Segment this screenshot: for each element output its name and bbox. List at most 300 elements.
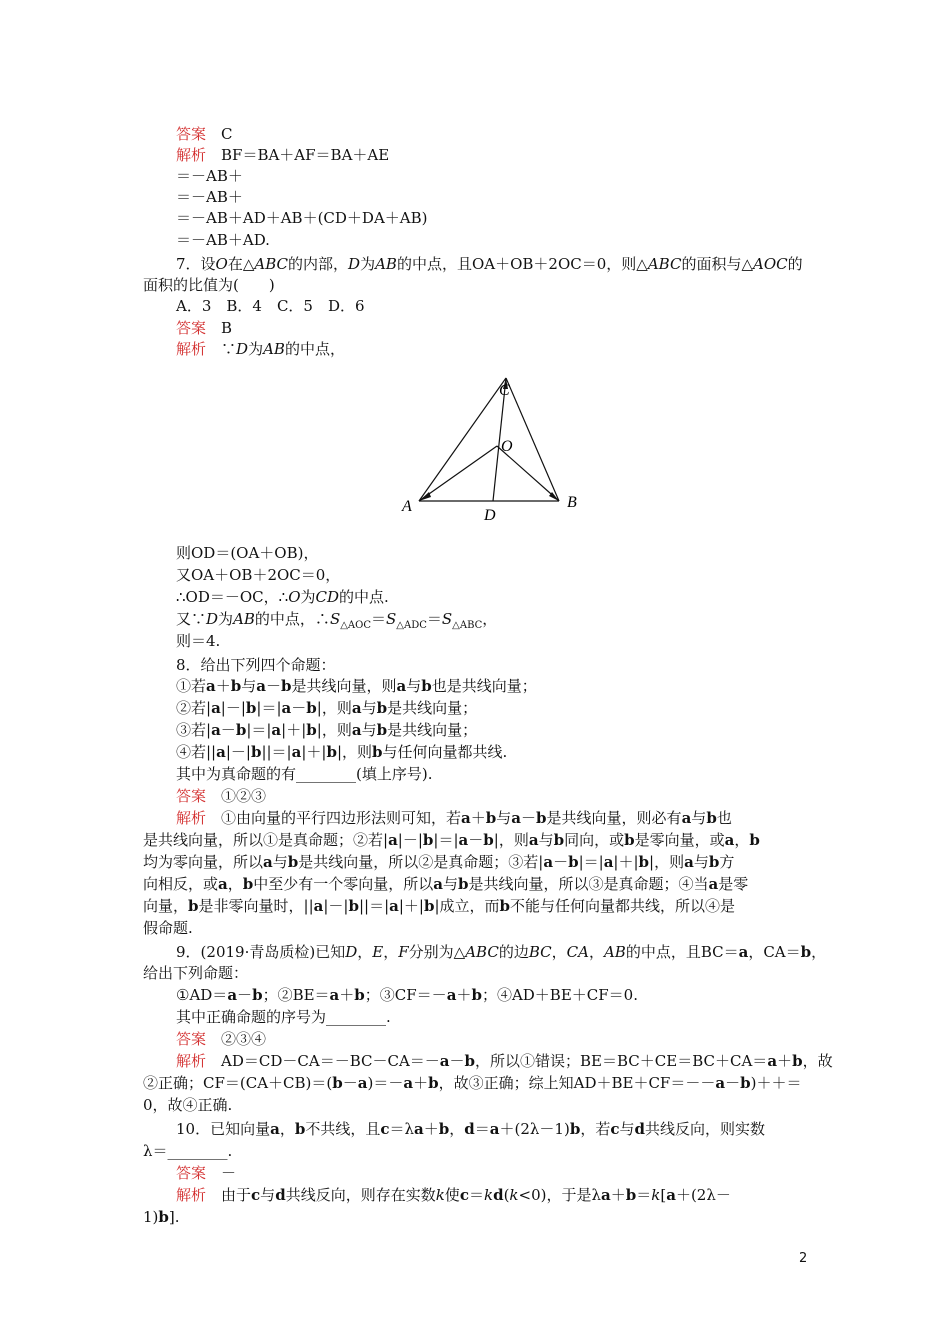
text-run: 向量，: [143, 897, 189, 915]
vector-symbol: a: [603, 853, 614, 871]
text-run: ＝: [474, 1120, 490, 1138]
vector-symbol: b: [706, 809, 717, 827]
text-run: 同向，或: [564, 831, 625, 849]
text-run: 假命题.: [143, 919, 193, 937]
text-line: [176, 296, 365, 317]
vector-symbol: b: [483, 831, 494, 849]
vector-symbol: a: [313, 897, 324, 915]
text-run: ，: [279, 1120, 295, 1138]
vector-symbol: b: [749, 831, 760, 849]
vector-symbol: b: [376, 699, 388, 717]
text-run: 共线反向，则存在实数: [285, 1186, 436, 1204]
text-run: 也是共线向量；: [431, 677, 537, 695]
text-run: λ＝________.: [143, 1142, 233, 1160]
text-run: 9．(2019·青岛质检)已知: [176, 943, 346, 961]
text-line: [176, 1051, 833, 1072]
text-run: ＋: [215, 677, 231, 695]
text-line: [176, 786, 266, 807]
text-run: 与: [691, 809, 707, 827]
vector-symbol: a: [715, 1074, 726, 1092]
text-line: [176, 985, 638, 1006]
text-run: |＝|: [246, 721, 272, 739]
text-run: ＋: [413, 1074, 429, 1092]
text-line: [176, 1119, 765, 1140]
text-run: |＋|: [613, 853, 639, 871]
math-variable: k: [651, 1186, 661, 1204]
text-run: ||＝|: [261, 743, 292, 761]
text-run: 不能与任何向量都共线，所以④是: [510, 897, 736, 915]
text-run: ＝－AB＋AD.: [176, 231, 270, 249]
text-line: [176, 676, 537, 697]
text-run: 的中点，: [284, 340, 345, 358]
vector-symbol: b: [569, 1120, 581, 1138]
text-run: A．3 B．4 C．5 D．6: [176, 297, 365, 315]
text-run: 则＝4.: [176, 632, 221, 650]
vector-symbol: d: [634, 1120, 646, 1138]
text-run: ＋: [610, 1186, 626, 1204]
text-run: ③若|: [176, 721, 212, 739]
text-run: 使: [444, 1186, 460, 1204]
text-line: [143, 963, 248, 984]
label-c: C: [499, 382, 510, 399]
text-run: |＝|: [578, 853, 604, 871]
vector-symbol: b: [740, 1074, 751, 1092]
text-run: ②③④: [206, 1030, 267, 1048]
text-run: ①由向量的平行四边形法则可知，若: [206, 809, 462, 827]
text-run: ①②③: [206, 787, 267, 805]
text-line: [176, 254, 803, 275]
math-variable: S: [441, 610, 453, 628]
text-line: [176, 698, 477, 719]
text-run: 方: [719, 853, 735, 871]
triangle-figure: [389, 365, 595, 537]
math-variable: O: [215, 255, 228, 273]
text-run: 在△: [227, 255, 255, 273]
vector-symbol: b: [421, 677, 432, 695]
vector-symbol: b: [423, 897, 435, 915]
text-run: |＝|: [256, 699, 282, 717]
text-run: 0，故④正确.: [143, 1096, 233, 1114]
math-variable: AB: [603, 943, 626, 961]
text-run: |＝|: [433, 831, 459, 849]
subscript: △AOC: [340, 620, 371, 631]
math-variable: k: [483, 1186, 494, 1204]
math-variable: k: [435, 1186, 445, 1204]
text-run: 则OD＝(OA＋OB)，: [176, 544, 319, 562]
text-run: 是共线向量，则必有: [546, 809, 682, 827]
text-run: ，: [482, 610, 498, 628]
vector-symbol: b: [230, 677, 242, 695]
text-run: 与: [496, 809, 512, 827]
vector-symbol: b: [471, 986, 482, 1004]
answer-label: 解析: [176, 146, 207, 164]
text-run: ＝: [370, 610, 386, 628]
text-line: [176, 543, 318, 564]
text-run: ，: [227, 875, 243, 893]
text-run: 给出下列命题：: [143, 964, 249, 982]
text-run: 是共线向量；: [387, 699, 478, 717]
vector-symbol: a: [684, 853, 694, 871]
text-run: 又∵: [176, 610, 207, 628]
text-run: ＝λ: [389, 1120, 415, 1138]
vector-symbol: b: [250, 743, 262, 761]
text-run: [: [660, 1186, 667, 1204]
text-run: ＋(2λ－: [675, 1186, 731, 1204]
text-line: [176, 565, 340, 586]
vector-symbol: a: [461, 809, 471, 827]
math-variable: D: [236, 340, 249, 358]
text-run: |成立，而: [434, 897, 500, 915]
vector-symbol: b: [638, 853, 650, 871]
text-line: [143, 918, 193, 939]
vector-symbol: b: [458, 875, 469, 893]
vector-symbol: a: [263, 853, 273, 871]
text-run: 的: [787, 255, 803, 273]
vector-symbol: a: [281, 699, 292, 717]
text-run: 向相反，或: [143, 875, 219, 893]
text-run: －: [700, 1074, 716, 1092]
vector-symbol: b: [245, 699, 257, 717]
text-run: 与: [538, 831, 554, 849]
text-run: ，: [588, 943, 604, 961]
text-run: 是共线向量，所以②是真命题；③若|: [298, 853, 544, 871]
vector-symbol: c: [251, 1186, 261, 1204]
text-run: AD＝CD－CA＝－BC－CA＝－: [206, 1052, 440, 1070]
vector-symbol: a: [388, 831, 398, 849]
text-run: ，: [734, 831, 750, 849]
text-run: ①若: [176, 677, 207, 695]
text-run: ＋: [423, 1120, 439, 1138]
vector-symbol: a: [271, 721, 282, 739]
text-line: [176, 318, 232, 339]
math-variable: AB: [263, 340, 285, 358]
math-variable: E: [372, 943, 384, 961]
label-a: A: [402, 498, 412, 515]
vector-symbol: b: [536, 809, 547, 827]
vector-symbol: b: [158, 1208, 169, 1226]
text-line: [176, 942, 826, 963]
text-line: [176, 764, 432, 785]
math-variable: ABC: [647, 255, 682, 273]
text-run: 的面积与△: [681, 255, 753, 273]
vector-symbol: b: [332, 1074, 343, 1092]
text-run: 的中点，∴: [254, 610, 330, 628]
text-run: 的内部，: [288, 255, 349, 273]
text-run: C: [206, 125, 233, 143]
text-run: －: [685, 1074, 701, 1092]
vector-symbol: a: [458, 831, 469, 849]
text-run: ，: [811, 943, 827, 961]
text-run: 其中正确命题的序号为________.: [176, 1008, 391, 1026]
vector-symbol: c: [610, 1120, 620, 1138]
math-variable: D: [206, 610, 219, 628]
text-run: |－|: [220, 699, 246, 717]
text-run: |，则: [316, 721, 352, 739]
text-run: 与: [619, 1120, 635, 1138]
page-number: 2: [799, 1251, 808, 1266]
text-run: 与: [406, 677, 422, 695]
text-run: ＋: [777, 1052, 793, 1070]
vector-symbol: b: [306, 721, 317, 739]
vector-symbol: b: [438, 1120, 450, 1138]
vector-symbol: a: [291, 743, 302, 761]
text-run: －: [266, 677, 282, 695]
text-run: －: [342, 1074, 358, 1092]
text-run: 的中点，且BC＝: [625, 943, 739, 961]
segment-bc: [506, 378, 559, 501]
math-variable: D: [345, 943, 358, 961]
text-run: )＋＋＝: [750, 1074, 802, 1092]
vector-symbol: b: [326, 743, 337, 761]
math-variable: ABC: [465, 943, 499, 961]
text-line: [143, 1207, 180, 1228]
vector-symbol: a: [396, 677, 407, 695]
vector-symbol: b: [287, 853, 299, 871]
vector-symbol: a: [389, 897, 399, 915]
text-run: ②若|: [176, 699, 212, 717]
subscript: △ADC: [396, 620, 427, 631]
text-run: 1): [143, 1208, 159, 1226]
vector-symbol: b: [499, 897, 511, 915]
math-variable: AB: [375, 255, 397, 273]
text-run: 是共线向量，则: [291, 677, 397, 695]
text-run: 面积的比值为( ): [143, 276, 275, 294]
text-run: ，: [383, 943, 399, 961]
text-run: <0)，于是λ: [518, 1186, 601, 1204]
vector-symbol: b: [376, 721, 388, 739]
vector-symbol: a: [351, 699, 362, 717]
segment-oa: [419, 446, 497, 501]
text-run: －: [291, 699, 307, 717]
text-run: 与: [443, 875, 459, 893]
vector-symbol: b: [625, 1186, 637, 1204]
vector-symbol: a: [211, 721, 221, 739]
vector-symbol: a: [528, 831, 539, 849]
vector-symbol: b: [281, 677, 292, 695]
text-run: ，故: [802, 1052, 833, 1070]
vector-symbol: a: [543, 853, 554, 871]
text-line: [176, 208, 428, 229]
subscript: △ABC: [452, 620, 483, 631]
text-run: ＝－AB＋AD＋AB＋(CD＋DA＋AB): [176, 209, 428, 227]
vector-symbol: a: [724, 831, 735, 849]
text-line: [143, 852, 734, 873]
text-run: 又OA＋OB＋2OC＝0，: [176, 566, 341, 584]
vector-symbol: a: [351, 721, 362, 739]
vector-symbol: b: [792, 1052, 803, 1070]
text-line: [176, 631, 220, 652]
text-run: 也: [716, 809, 732, 827]
text-run: |，则: [336, 743, 373, 761]
answer-label: 答案: [176, 125, 207, 143]
text-line: [143, 275, 275, 296]
math-variable: O: [288, 588, 301, 606]
text-line: [176, 339, 345, 360]
text-line: [143, 1095, 232, 1116]
vector-symbol: b: [354, 986, 365, 1004]
text-line: [176, 655, 336, 676]
text-run: 是零: [718, 875, 749, 893]
text-run: 10．已知向量: [176, 1120, 271, 1138]
label-b: B: [567, 494, 577, 511]
text-line: [176, 187, 243, 208]
vector-symbol: a: [256, 677, 267, 695]
answer-label: 解析: [176, 809, 207, 827]
vector-symbol: b: [464, 1052, 476, 1070]
text-line: [176, 230, 270, 251]
text-line: [176, 1007, 391, 1028]
text-run: 为: [218, 610, 234, 628]
text-run: |＋|: [301, 743, 327, 761]
math-variable: BC: [528, 943, 552, 961]
text-line: [176, 1185, 731, 1206]
label-d: D: [484, 507, 496, 524]
text-run: 为: [300, 588, 316, 606]
text-line: [143, 1141, 232, 1162]
math-variable: D: [348, 255, 361, 273]
text-run: 是共线向量；: [387, 721, 478, 739]
text-run: ].: [168, 1208, 180, 1226]
text-run: (: [503, 1186, 510, 1204]
text-run: ，所以①错误；BE＝BC＋CE＝BC＋CA＝: [475, 1052, 768, 1070]
math-variable: S: [329, 610, 341, 628]
math-variable: ABC: [254, 255, 289, 273]
answer-label: 答案: [176, 319, 207, 337]
vector-symbol: b: [348, 897, 359, 915]
text-line: [143, 896, 735, 917]
text-run: ＝: [636, 1186, 652, 1204]
text-run: －: [521, 809, 537, 827]
text-run: ，: [449, 1120, 465, 1138]
text-line: [176, 166, 243, 187]
vector-symbol: a: [206, 677, 216, 695]
text-run: ∴OD＝－OC，∴: [176, 588, 289, 606]
text-line: [176, 1163, 236, 1184]
text-run: 的边: [498, 943, 529, 961]
text-line: [143, 830, 760, 851]
vector-symbol: b: [800, 943, 812, 961]
text-run: ∵: [206, 340, 237, 358]
text-run: 中至少有一个零向量，所以: [253, 875, 434, 893]
math-variable: k: [509, 1186, 519, 1204]
text-run: B: [206, 319, 233, 337]
text-run: ||＝|: [358, 897, 390, 915]
text-run: －: [553, 853, 569, 871]
text-run: |＋|: [398, 897, 424, 915]
text-run: )＝－: [367, 1074, 404, 1092]
text-run: 共线反向，则实数: [645, 1120, 766, 1138]
text-line: [176, 1029, 266, 1050]
math-variable: CA: [566, 943, 589, 961]
text-run: 与: [361, 721, 377, 739]
vector-symbol: a: [511, 809, 522, 827]
text-run: ，: [357, 943, 373, 961]
text-run: 与: [272, 853, 288, 871]
vector-symbol: a: [211, 699, 221, 717]
text-run: 与任何向量都共线.: [382, 743, 508, 761]
text-run: ＋: [456, 986, 472, 1004]
vector-symbol: b: [708, 853, 720, 871]
text-run: ＝－AB＋: [176, 167, 243, 185]
vector-symbol: a: [357, 1074, 368, 1092]
vector-symbol: a: [270, 1120, 280, 1138]
vector-symbol: a: [227, 986, 238, 1004]
vector-symbol: d: [464, 1120, 475, 1138]
vector-symbol: a: [403, 1074, 414, 1092]
vector-symbol: b: [242, 875, 254, 893]
vector-symbol: d: [275, 1186, 286, 1204]
vector-symbol: a: [666, 1186, 676, 1204]
vector-symbol: b: [294, 1120, 306, 1138]
vector-symbol: a: [767, 1052, 778, 1070]
math-variable: CD: [315, 588, 340, 606]
text-run: 不共线，且: [305, 1120, 381, 1138]
text-run: 由于: [206, 1186, 252, 1204]
vector-symbol: a: [446, 986, 457, 1004]
answer-label: 解析: [176, 1186, 207, 1204]
label-o: O: [501, 438, 513, 455]
text-line: [176, 587, 389, 608]
text-run: 7．设: [176, 255, 216, 273]
text-run: |，则: [649, 853, 685, 871]
text-run: ＋: [339, 986, 355, 1004]
text-run: ＝: [468, 1186, 484, 1204]
vector-symbol: d: [493, 1186, 504, 1204]
vector-symbol: b: [235, 721, 247, 739]
math-variable: S: [386, 610, 397, 628]
vector-symbol: a: [681, 809, 692, 827]
vector-symbol: b: [306, 699, 317, 717]
vector-symbol: b: [553, 831, 565, 849]
vector-symbol: b: [252, 986, 263, 1004]
text-run: 的中点.: [339, 588, 389, 606]
vector-symbol: b: [428, 1074, 439, 1092]
text-run: ；②BE＝: [262, 986, 330, 1004]
answer-label: 答案: [176, 787, 207, 805]
text-run: －: [206, 1164, 237, 1182]
text-run: ①AD＝: [176, 986, 228, 1004]
text-run: －: [220, 721, 236, 739]
vector-symbol: b: [188, 897, 199, 915]
text-run: 与: [361, 699, 377, 717]
text-run: ＋(2λ－1): [499, 1120, 570, 1138]
text-run: －: [468, 831, 484, 849]
text-run: 与: [260, 1186, 276, 1204]
vector-symbol: a: [439, 1052, 450, 1070]
math-variable: AB: [233, 610, 255, 628]
text-run: |－|: [397, 831, 423, 849]
text-run: ＝: [426, 610, 442, 628]
text-run: 是非零向量时，||: [198, 897, 314, 915]
vector-symbol: b: [372, 743, 383, 761]
text-run: 的中点，且OA＋OB＋2OC＝0，则△: [396, 255, 648, 273]
answer-label: 答案: [176, 1164, 207, 1182]
text-run: |，则: [493, 831, 529, 849]
answer-label: 解析: [176, 1052, 207, 1070]
text-run: ，: [551, 943, 567, 961]
text-run: |＋|: [281, 721, 307, 739]
vector-symbol: c: [459, 1186, 469, 1204]
vector-symbol: a: [708, 875, 719, 893]
vector-symbol: a: [329, 986, 340, 1004]
text-line: [176, 808, 732, 829]
vector-symbol: b: [422, 831, 434, 849]
math-variable: F: [398, 943, 409, 961]
text-run: |－|: [225, 743, 251, 761]
answer-label: 解析: [176, 340, 207, 358]
text-run: ②正确；CF＝(CA＋CB)＝(: [143, 1074, 333, 1092]
text-run: ＋: [470, 809, 486, 827]
